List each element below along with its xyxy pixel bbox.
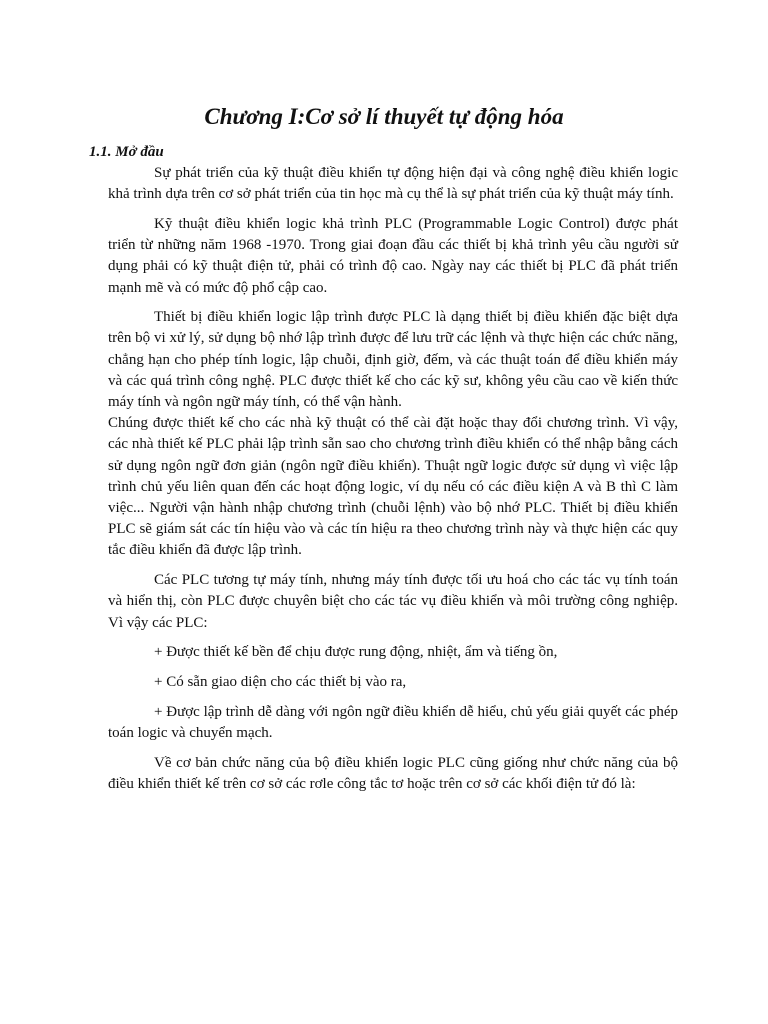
paragraph-plc-history: Kỹ thuật điều khiển logic khả trình PLC (Programmable Logic Control) được phát triển từ những năm 1968 -1970. Trong giai đoạn đầu các thiết bị khả trình yêu cầu người sử dụng phải có kỹ thuật điện tử, phải có trình độ cao. Ngày nay các thiết bị PLC đã phát triển mạnh mẽ và có mức độ phổ cập cao. [108,215,678,296]
list-item-io-interface: + Có sẵn giao diện cho các thiết bị vào ra, [154,673,407,690]
paragraph-basic-function: Về cơ bản chức năng của bộ điều khiển logic PLC cũng giống như chức năng của bộ điều khiển thiết kế trên cơ sở các rơle công tắc tơ hoặc trên cơ sở các khối điện tử đó là: [108,754,678,792]
list-item-durable: + Được thiết kế bền để chịu được rung động, nhiệt, ẩm và tiếng ồn, [154,644,558,661]
paragraph-plc-definition: Thiết bị điều khiển logic lập trình được PLC là dạng thiết bị điều khiển đặc biệt dựa trên bộ vi xử lý, sử dụng bộ nhớ lập trình được để lưu trữ các lệnh và thực hiện các chức năng, chẳng hạn cho phép tính logic, lập chuỗi, định giờ, đếm, và các thuật toán để điều khiển máy và các quá trình công nghệ. PLC được thiết kế cho các kỹ sư, không yêu cầu cao về kiến thức máy tính và ngôn ngữ máy tính, có thể vận hành. [108,309,678,411]
section-heading: 1.1. Mở đầu [89,144,164,160]
paragraph-intro: Sự phát triển của kỹ thuật điều khiển tự động hiện đại và công nghệ điều khiển logic khả trình dựa trên cơ sở phát triển của tin học mà cụ thể là sự phát triển của kỹ thuật máy tính. [108,165,678,203]
document-body [108,163,678,803]
paragraph-plc-vs-computer: Các PLC tương tự máy tính, nhưng máy tính được tối ưu hoá cho các tác vụ tính toán và hiển thị, còn PLC được chuyên biệt cho các tác vụ điều khiển và môi trường công nghiệp. Vì vậy các PLC: [108,572,678,631]
paragraph-plc-programming: Chúng được thiết kế cho các nhà kỹ thuật có thể cài đặt hoặc thay đổi chương trình. Vì vậy, các nhà thiết kế PLC phải lập trình sẵn sao cho chương trình điều khiển có thể nhập bằng cách sử dụng ngôn ngữ đơn giản (ngôn ngữ điều khiển). Thuật ngữ logic được sử dụng vì việc lập trình chủ yếu liên quan đến các hoạt động logic, ví dụ nếu có các điều kiện A và B thì C làm việc... Người vận hành nhập chương trình (chuỗi lệnh) vào bộ nhớ PLC. Thiết bị điều khiển PLC sẽ giám sát các tín hiệu vào và các tín hiệu ra theo chương trình này và thực hiện các quy tắc điều khiển đã được lập trình. [108,415,678,559]
chapter-title: Chương I:Cơ sở lí thuyết tự động hóa [204,104,564,129]
list-item-easy-programming: + Được lập trình dễ dàng với ngôn ngữ điều khiển dễ hiểu, chủ yếu giải quyết các phép toán logic và chuyển mạch. [108,703,678,741]
